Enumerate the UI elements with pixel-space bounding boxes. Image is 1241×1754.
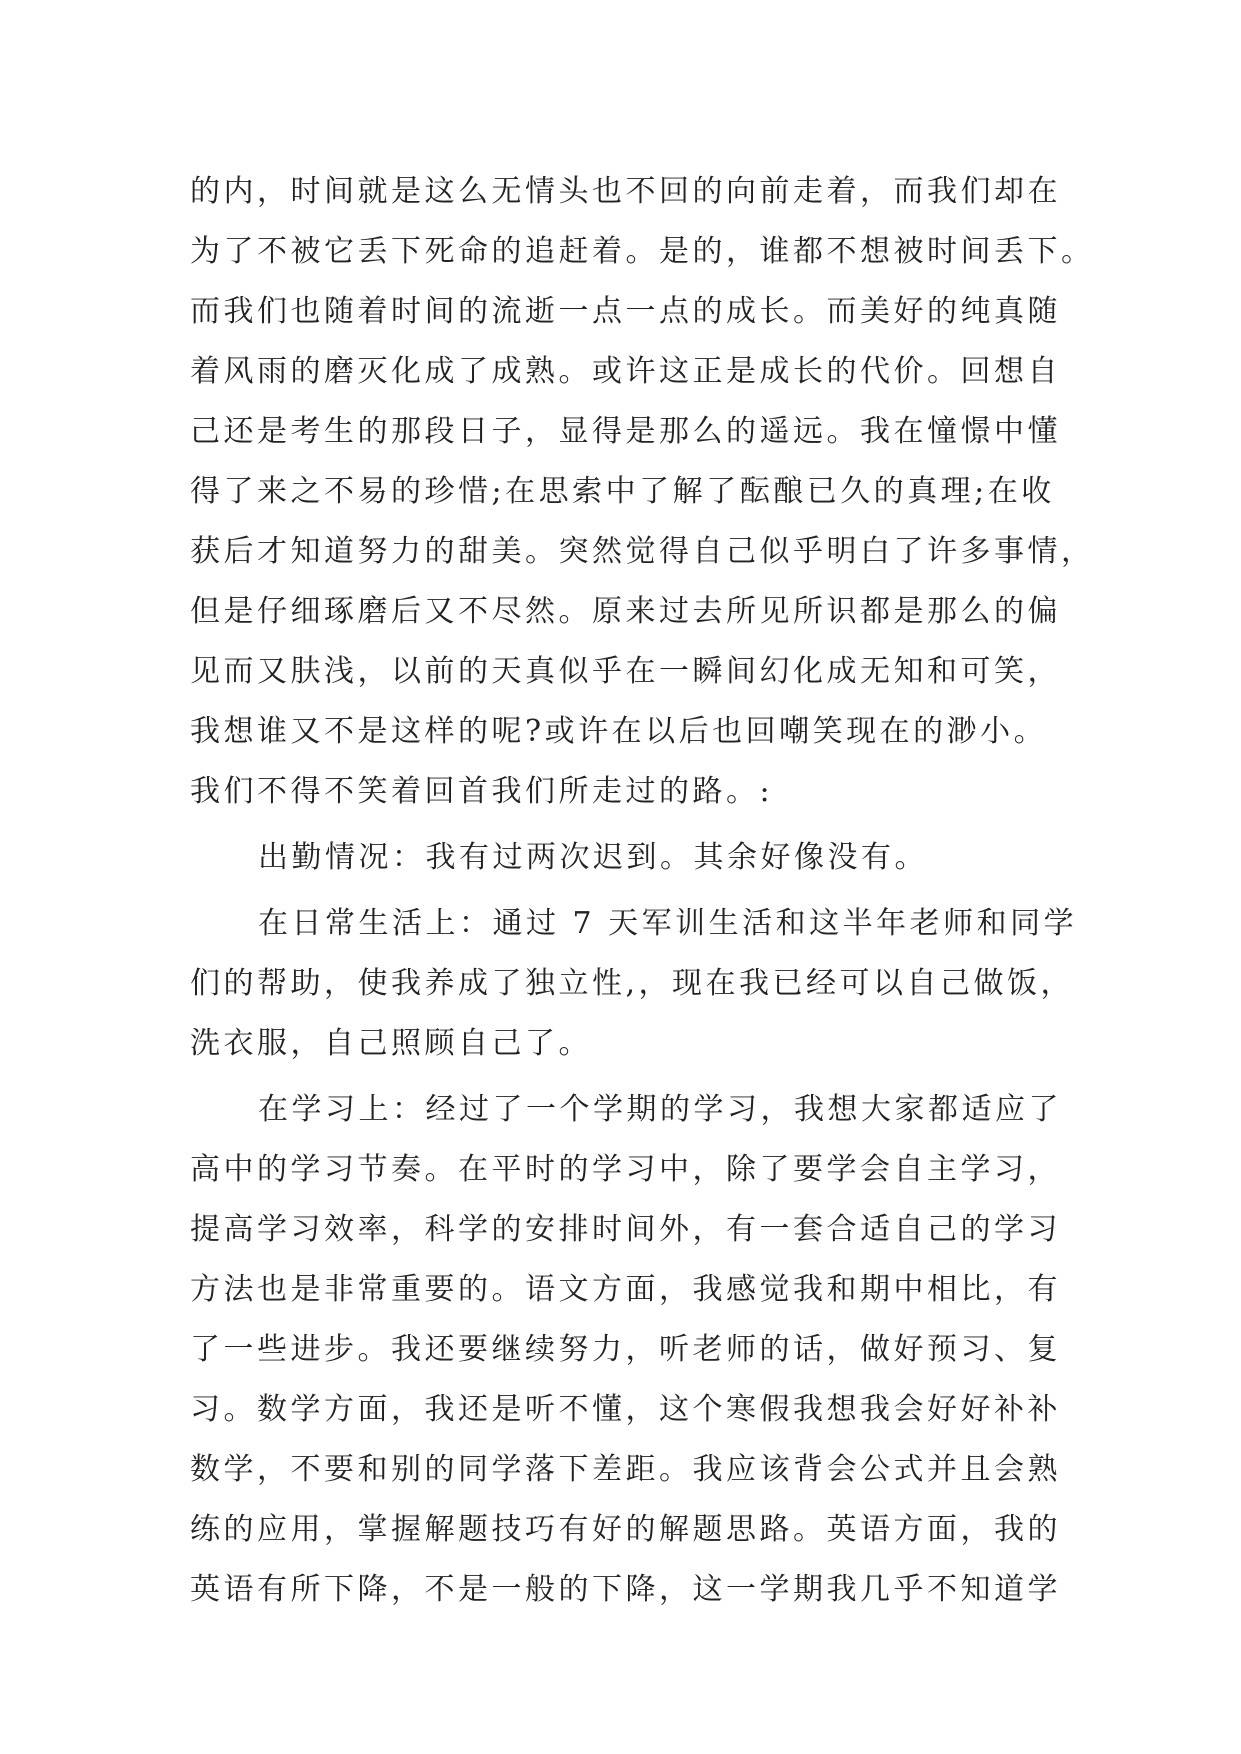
- text-line: 我们不得不笑着回首我们所走过的路。:: [190, 774, 774, 809]
- text-line: 的内，时间就是这么无情头也不回的向前走着，而我们却在: [190, 174, 1061, 209]
- daily-life-paragraph: 在日常生活上：通过 7 天军训生活和这半年老师和同学: [258, 906, 1078, 941]
- study-paragraph: 在学习上：经过了一个学期的学习，我想大家都适应了: [258, 1092, 1062, 1127]
- text-line: 习。数学方面，我还是听不懂，这个寒假我想我会好好补补: [190, 1392, 1061, 1427]
- text-line: 数学，不要和别的同学落下差距。我应该背会公式并且会熟: [190, 1452, 1061, 1487]
- text-line: 为了不被它丢下死命的追赶着。是的，谁都不想被时间丢下。: [190, 234, 1095, 269]
- text-line: 我想谁又不是这样的呢?或许在以后也回嘲笑现在的渺小。: [190, 714, 1048, 749]
- text-line: 着风雨的磨灭化成了成熟。或许这正是成长的代价。回想自: [190, 354, 1061, 389]
- text-line: 们的帮助，使我养成了独立性,，现在我已经可以自己做饭，: [190, 966, 1075, 1001]
- text-line: 高中的学习节奏。在平时的学习中，除了要学会自主学习，: [190, 1152, 1061, 1187]
- text-line: 了一些进步。我还要继续努力，听老师的话，做好预习、复: [190, 1332, 1061, 1367]
- text-line: 方法也是非常重要的。语文方面，我感觉我和期中相比，有: [190, 1272, 1061, 1307]
- text-line: 而我们也随着时间的流逝一点一点的成长。而美好的纯真随: [190, 294, 1061, 329]
- text-line: 但是仔细琢磨后又不尽然。原来过去所见所识都是那么的偏: [190, 594, 1061, 629]
- text-line: 练的应用，掌握解题技巧有好的解题思路。英语方面，我的: [190, 1512, 1061, 1547]
- text-line: 提高学习效率，科学的安排时间外，有一套合适自己的学习: [190, 1212, 1061, 1247]
- attendance-paragraph: 出勤情况：我有过两次迟到。其余好像没有。: [258, 840, 928, 875]
- text-line: 英语有所下降，不是一般的下降，这一学期我几乎不知道学: [190, 1572, 1061, 1607]
- body-text: [190, 162, 1095, 1620]
- text-line: 得了来之不易的珍惜;在思索中了解了酝酿已久的真理;在收: [190, 474, 1055, 509]
- text-line: 己还是考生的那段日子，显得是那么的遥远。我在憧憬中懂: [190, 414, 1061, 449]
- text-line: 洗衣服，自己照顾自己了。: [190, 1026, 592, 1061]
- text-line: 获后才知道努力的甜美。突然觉得自己似乎明白了许多事情，: [190, 534, 1095, 569]
- text-line: 见而又肤浅，以前的天真似乎在一瞬间幻化成无知和可笑，: [190, 654, 1061, 689]
